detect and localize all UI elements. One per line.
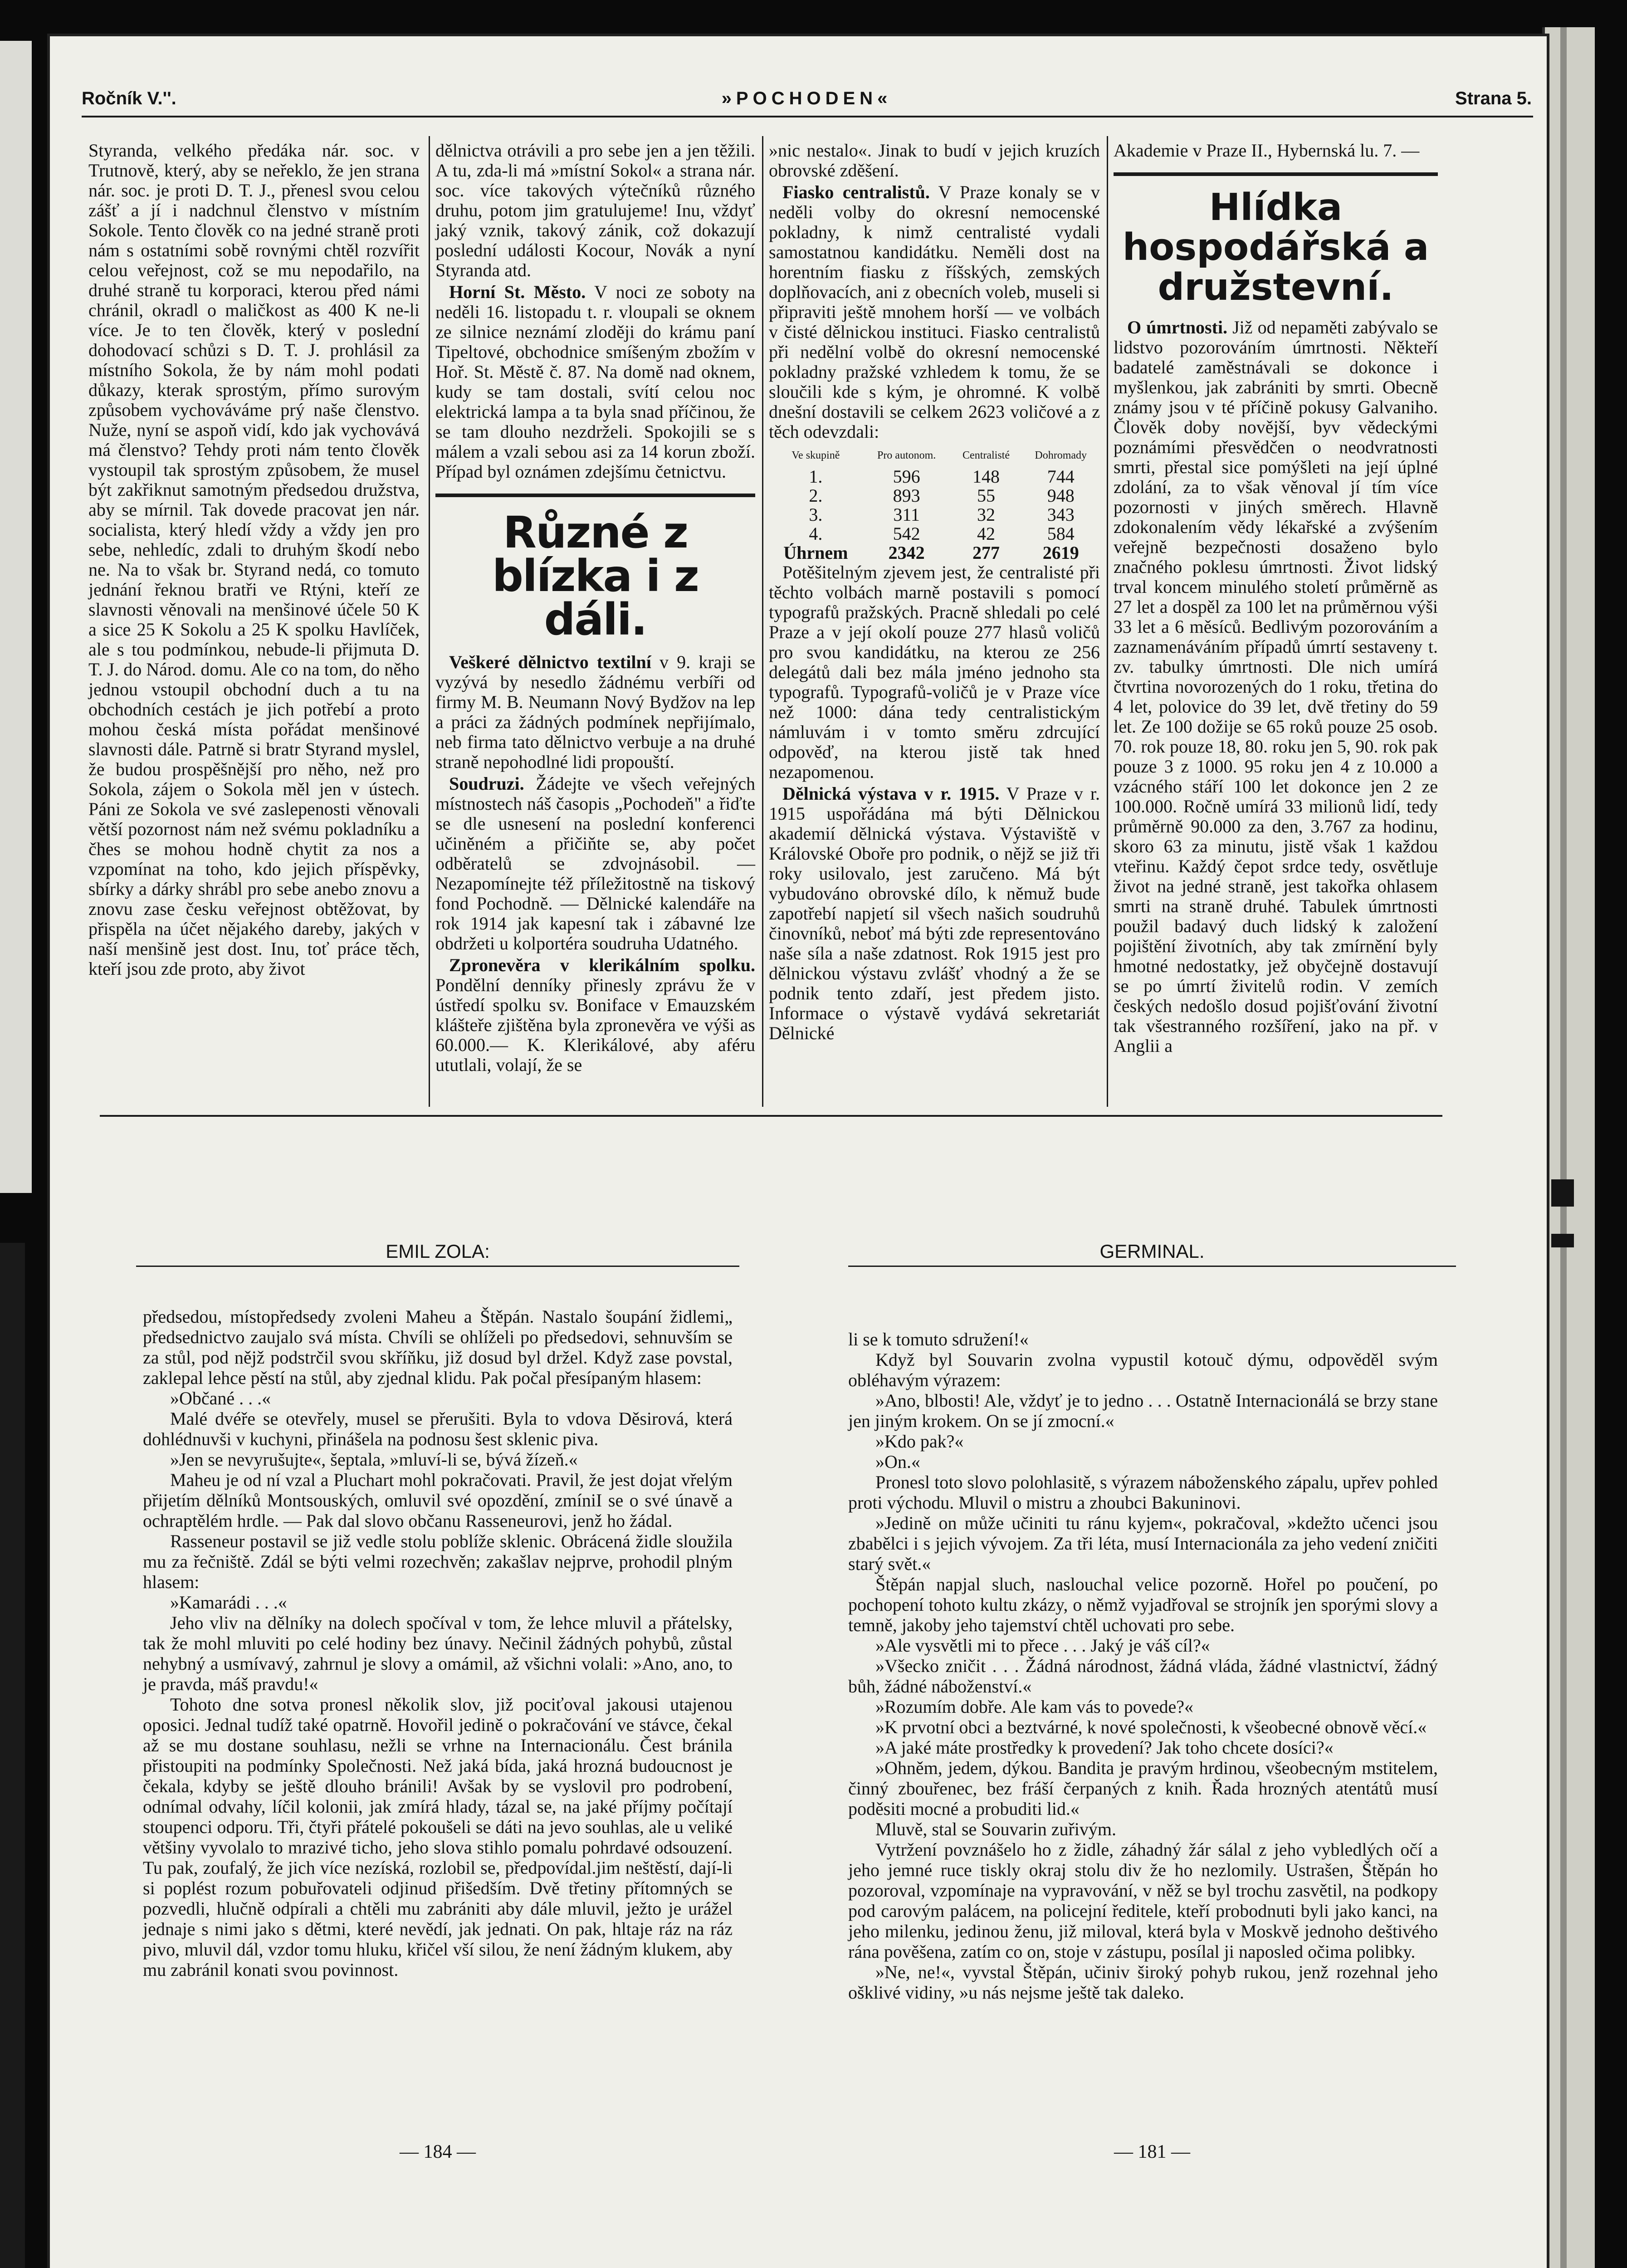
page-header bbox=[82, 84, 1532, 118]
table-cell: 343 bbox=[1047, 504, 1075, 525]
table-cell: 55 bbox=[977, 485, 996, 506]
news-item-body: Pondělní denníky přinesly zprávu že v ústředí spolku sv. Boniface v Emauzském klášteře zjištěna byla zpronevěra ve výši as 60.000.— K. Klerikálové, aby aféru ututlali, volají, že se bbox=[435, 975, 755, 1075]
column-2 bbox=[435, 141, 755, 1077]
news-item-body: V Praze v r. 1915 uspořádána má býti Dělnickou akademií dělnická výstava. Výstaviště v Královské Oboře pro podnik, o nějž se již tři roky usilovalo, jest zaručeno. Má být vybudováno obrovské dílo, k němuž bude zapotřebí napjetí sil všech našich soudruhů činovníků, neboť má býti zde representováno naše síla a naše zdatnost. Rok 1915 jest pro dělnickou výstavu zvlášť vhodný a že se podnik tento zdaří, jest předem jisto. Informace o výstavě vydává sekretariát Dělnické bbox=[769, 783, 1100, 1043]
news-item bbox=[435, 774, 755, 953]
article-text: Styranda, velkého předáka nár. soc. v Trutnově, který, aby se neřeklo, že jen strana nár. soc. je proti D. T. J., přenesl svou celou zášť a jí i nadchnul členstvo v místním Sokole. Tento člověk co na jedné straně proti nám s ostatními sobě rovnými chtěl rozvířit celou veřejnost, což se mu nepodařilo, na druhé straně tu korporaci, kterou před námi chránil, okradl o maličkost as 400 K ne-li více. Je to ten člověk, který v poslední dohodovací schůzi s D. T. J. prohlásil za místního Sokola, že by nám mohl podati důkazy, kterak sprostým, přímo surovým způsobem vychováváme prý naše členstvo. Nuže, nyní se aspoň vidí, kdo jak vychovává má členstvo? Tehdy proti nám tento člověk vystoupil tak sprostým způsobem, že musel být zakřiknut samotným předsedou družstva, aby se mírnil. Tak dovede pracovat jen nár. socialista, který hledí vždy a vždy jen pro sebe, nehledíc, zdali to druhým škodí nebo ne. Na to však br. Styrand nedá, co tomuto jednání řeknou bratři ve Rtýni, kteří ze slavnosti věnovali na menšinové účele 50 K a sice 25 K Sokolu a 25 K spolku Havlíček, ale s tou podmínkou, nebude-li přijmuta D. T. J. do Národ. domu. Ale co na tom, do něho jednou vstoupil obchodní duch a tu na obchodních cestách je jich potřebí a proto mohou česká místa pořádat menšinové slavnosti dále. Patrně si bratr Styrand myslel, že budou prospěšnější pro něho, než pro Sokola, zájem o Sokola měl jen v ústech. Páni ze Sokola ve své zaslepenosti věnovali větší pozornost nám než svému pokladníku a čhes se mohou hodně chytit za nos a vzpomínat na toho, kdo jejich příspěvky, sbírky a dárky shrábl pro sebe anebo znovu a znovu zase česku veřejnost obtěžovat, by přispěla na účet nějakého dareby, jakých v naší menšině jest dost. Inu, toť práce těch, kteří jsou zde proto, aby život bbox=[88, 140, 420, 979]
table-row bbox=[769, 505, 1100, 524]
novel-paragraph: li se k tomuto sdružení!« bbox=[848, 1329, 1029, 1349]
news-item bbox=[769, 182, 1100, 442]
novel-paragraph: Malé dvéře se otevřely, musel se přerušiti. Byla to vdova Děsirová, která dohlédnuvši v kuchyni, přinášela na podnosu šest sklenic piva. bbox=[143, 1408, 733, 1449]
section-rule bbox=[435, 494, 755, 497]
table-total-row bbox=[769, 543, 1100, 562]
news-item-heading: Veškeré dělnictvo textilní bbox=[449, 652, 651, 672]
novel-paragraph: »On.« bbox=[875, 1452, 920, 1472]
novel-paragraph: »Kamarádi . . .« bbox=[170, 1592, 287, 1613]
table-cell: 3. bbox=[809, 504, 823, 525]
table-row bbox=[769, 524, 1100, 543]
novel-paragraph: »Kdo pak?« bbox=[875, 1431, 964, 1452]
novel-paragraph: Jeho vliv na dělníky na dolech spočíval v tom, že lehce mluvil a přátelsky, tak že mohl mluviti po celé hodiny bez únavy. Nečinil žádných pohybů, zůstal nehybný a usmívavý, zahrnul je slovy a omámil, až všichni volali: »Ano, ano, to je pravda, máš pravdu!« bbox=[143, 1613, 733, 1694]
election-results-table bbox=[769, 444, 1100, 562]
novel-paragraph: »Ne, ne!«, vyvstal Štěpán, učiniv široký pohyb rukou, jenž rozehnal jeho ošklivé vidiny, »u nás nejsme ještě tak daleko. bbox=[848, 1962, 1438, 2003]
header-masthead: »POCHODEN« bbox=[721, 88, 892, 108]
article-text: »nic nestalo«. Jinak to budí v jejich kruzích obrovské zděšení. bbox=[769, 140, 1100, 181]
bottom-rule bbox=[100, 1115, 1442, 1117]
table-cell: 596 bbox=[893, 466, 920, 487]
novel-title: GERMINAL. bbox=[1099, 1241, 1205, 1262]
novel-paragraph: Maheu je od ní vzal a Pluchart mohl pokračovati. Pravil, že jest dojat vřelým přijetím dělníků Montsouských, omluvil své opozdění, zmíniI se o své únavě a ochraptělém hrdle. — Pak dal slovo občanu Rasseneurovi, jenž ho žádal. bbox=[143, 1470, 733, 1531]
left-neighbor-page-strip bbox=[0, 41, 32, 1193]
novel-rule-left bbox=[136, 1266, 739, 1267]
column-1 bbox=[88, 141, 420, 981]
book-edge-line bbox=[1560, 27, 1567, 2268]
header-page-number: Strana 5. bbox=[1455, 88, 1532, 108]
table-cell: 2. bbox=[809, 485, 823, 506]
news-item-heading: Zpronevěra v klerikálním spolku. bbox=[449, 955, 755, 975]
novel-right-page bbox=[848, 1329, 1438, 2003]
news-item-heading: Dělnická výstava v r. 1915. bbox=[782, 783, 1000, 804]
article-text: dělnictva otrávili a pro sebe jen a jen těžili. A tu, zda-li má »místní Sokol« a strana nár. soc. více takových výtečníků různého druhu, potom jim gratulujeme! Inu, vždyť jaký vznik, takový zánik, což dokazují poslední události Kocour, Novák a nyní Styranda atd. bbox=[435, 140, 755, 280]
news-item-body: Žádejte ve všech veřejných místnostech náš časopis „Pochodeň" a řiďte se dle usnesení na poslední konferenci učiněném a přičiňte se, aby počet odběratelů se zdvojnásobil. — Nezapomínejte též příležitostně na tiskový fond Pochodně. — Dělnické kalendáře na rok 1914 jak kapesní tak i zábavné lze obdržeti u kolportéra soudruha Udatného. bbox=[435, 773, 755, 953]
news-item-heading: Fiasko centralistů. bbox=[782, 182, 930, 202]
book-edge bbox=[1542, 27, 1595, 2268]
column-divider bbox=[429, 136, 430, 1107]
novel-paragraph: »Jedině on může učiniti tu ránu kyjem«, pokračoval, »kdežto učenci jsou zbabělci i s jejich vývojem. Za tři léta, musí Internacionála za jeho vedení zničiti starý svět.« bbox=[848, 1513, 1438, 1574]
table-cell: 42 bbox=[977, 523, 996, 544]
table-column-header: Pro autonom. bbox=[877, 450, 936, 461]
table-row bbox=[769, 467, 1100, 486]
table-cell: 1. bbox=[809, 466, 823, 487]
novel-paragraph: »Rozumím dobře. Ale kam vás to povede?« bbox=[875, 1696, 1193, 1717]
table-column-header: Dohromady bbox=[1035, 450, 1087, 461]
novel-paragraph: »Ohněm, jedem, dýkou. Bandita je pravým hrdinou, všeobecným mstitelem, činný zbouřenec, bez fráší čerpaných z knih. Řada hrozných atentátů musí poděsiti mocné a probuditi lid.« bbox=[848, 1758, 1438, 1819]
section-title: Hlídka hospodářská a družstevní. bbox=[1122, 186, 1429, 309]
novel-paragraph: Pronesl toto slovo polohlasitě, s výrazem náboženského zápalu, upřev pohled proti východu. Mluvil o mistru a zhoubci Bakuninovi. bbox=[848, 1472, 1438, 1513]
novel-paragraph: Vytržení povznášelo ho z židle, záhadný žár sálal z jeho vybledlých očí a jeho jemné ruce tiskly okraj stolu div že ho nezlomily. Ustrašen, Štěpán ho pozoroval, vzpomínaje na vypravování, v něž se byl trochu zasvětil, na podkopy pod carovým palácem, na policejní ředitele, kteří probodnuti byli jako kanci, na jeho milenku, jedinou ženu, již miloval, která byla v Moskvě jednoho deštivého rána pověšena, zatím co on, stoje v zástupu, posílal ji naposled očima polibky. bbox=[848, 1839, 1438, 1962]
news-item bbox=[1114, 318, 1438, 1056]
novel-paragraph: Když byl Souvarin zvolna vypustil kotouč dýmu, odpověděl svým obléhavým výrazem: bbox=[848, 1349, 1438, 1390]
novel-paragraph: »Ano, blbosti! Ale, vždyť je to jedno . . . Ostatně Internacionálá se brzy stane jen jiným krokem. On se jí zmocní.« bbox=[848, 1390, 1438, 1431]
table-cell: 311 bbox=[893, 504, 920, 525]
news-item bbox=[435, 282, 755, 482]
news-item-heading: O úmrtnosti. bbox=[1127, 317, 1228, 337]
section-title: Různé z blízka i z dáli. bbox=[492, 507, 699, 645]
news-item-body: V Praze konaly se v neděli volby do okresní nemocenské pokladny, k nimž centralisté vydali samostatnou kandidátku. Neměli dost na horentním fiasku z říšských, zemských doplňovacích, ani z obecních voleb, museli si připraviti ještě mnohem horší — ve volbách v čisté dělnickou instituci. Fiasko centralistů při nedělní volbě do okresní nemocenské pokladny pražské vzhledem k tomu, že se sloučili kde s kým, je ohromné. K volbě dnešní dostavili se celkem 2623 voličové a z těch odevzdali: bbox=[769, 182, 1100, 442]
novel-paragraph: »Všecko zničit . . . Žádná národnost, žádná vláda, žádné vlastnictví, žádný bůh, žádné náboženství.« bbox=[848, 1656, 1438, 1696]
header-volume: Ročník V.''. bbox=[82, 88, 176, 108]
news-item-body: v 9. kraji se vyzývá by nesedlo žádnému verbíři od firmy M. B. Neumann Nový Bydžov na lep a práci za žádných podmínek nepřijímalo, neb firma tato dělnictvo verbuje a na druhé straně nepohodlné lidi propouští. bbox=[435, 652, 756, 772]
table-cell: 542 bbox=[893, 523, 920, 544]
table-cell: 2342 bbox=[888, 543, 925, 563]
news-item bbox=[435, 955, 755, 1075]
section-rule bbox=[1114, 172, 1438, 176]
column-4 bbox=[1114, 141, 1438, 1058]
table-cell: 4. bbox=[809, 523, 823, 544]
page-edge-mark bbox=[1551, 1179, 1574, 1207]
novel-paragraph: Rasseneur postavil se již vedle stolu poblíže sklenic. Obrácená židle sloužila mu za řečniště. Zdál se býti velmi rozechvěn; zakašlav nejprve, prohodil plným hlasem: bbox=[143, 1531, 733, 1592]
novel-left-page bbox=[143, 1306, 733, 1980]
novel-paragraph: »Ale vysvětli mi to přece . . . Jaký je váš cíl?« bbox=[875, 1635, 1210, 1656]
novel-paragraph: »A jaké máte prostředky k provedení? Jak toho chcete dosíci?« bbox=[875, 1737, 1334, 1758]
novel-paragraph: Tohoto dne sotva pronesl několik slov, již pociťoval jakousi utajenou oposici. Jednal tudíž také opatrně. Hovořil jedině o pokračování ve stávce, čekal až se mu dostane souhlasu, nežli se vrhne na Internacionálu. Čest bránila přistoupiti na podmínky Společnosti. Než jaká bída, jaká hrozná budoucnost je čekala, kdyby se ještě dlouho bránili! Avšak by se vyslovil pro podrobení, odnímal odvahy, líčil kolonii, jak zmírá hlady, tázal se, na jaké příjmy počítají stoupenci odporu. Tři, čtyři přátelé pokoušeli se dáti na jevo souhlas, ale u veliké většiny vyvolalo to mrazivé ticho, jeho slova stihlo pomalu pohrdavé odsouzení. Tu pak, zoufalý, že jich více nezíská, rozlobil se, předpovídal.jim neštěstí, dají-li si poplést rozum pobuřovateli odjinud přišedším. Dvě třetiny přítomných se pozvedli, hlučně odpírali a chtěli mu zabrániti aby dále mluvil, ježto je urážel jednaje s nimi jako s dětmi, které nevědí, jak jednati. On pak, hltaje ráz na ráz pivo, mluvil dál, vzdor tomu hluku, křičel vší silou, že není žádným klukem, aby mu zabránil konati svou povinnost. bbox=[143, 1694, 733, 1980]
column-3 bbox=[769, 141, 1100, 1045]
table-cell: 948 bbox=[1047, 485, 1075, 506]
novel-paragraph: »Občané . . .« bbox=[170, 1388, 271, 1408]
news-item: Potěšitelným zjevem jest, že centralisté při těchto volbách marně postavili s pomocí typografů pražských. Pracně shledali po celé Praze a v její okolí pouze 277 hlasů voličů pro svou kandidátku, na kterou ze 256 delegátů dali bez mála jméno jednoho sta typografů. Typografů-voličů je v Praze více než 1000: dána tedy centralistickým námluvám i v tomto směru zdrcující odpověď, na kterou jistě tak hned nezapomenou. bbox=[769, 562, 1100, 782]
table-row bbox=[769, 486, 1100, 505]
news-item-body: Již od nepaměti zabývalo se lidstvo pozorováním úmrtnosti. Někteří badatelé zaměstnávali se dokonce i myšlenkou, jak zabrániti by smrti. Obecně známy jsou v té příčině pokusy Galvaniho. Člověk doby novější, byv vědeckými poznámími přesvědčen o neodvratnosti smrti, přestal sice pomýšleti na její úplné zdolání, za to však věnoval jí tím více pozornosti v jiných směrech. Hlavně zdokonalením vědy lékařské a zvýšením veřejně bezpečnosti dosaženo bylo značného poklesu úmrtnosti. Život lidský trval koncem minulého století průměrně as 27 let a dospěl za 100 let na průměrnou výši 33 let a 6 měsíců. Bedlivým pozorováním a zaznamenáváním případů úmrtí sestaveny t. zv. tabulky úmrtnosti. Dle nich umírá čtvrtina novorozených do 1 roku, třetina do 4 let, polovice do 39 let, dvě třetiny do 59 let. Ze 100 dožije se 65 roků pouze 25 osob. 70. rok pouze 18, 80. roku jen 5, 90. rok pak pouze 3 z 1000. 95 roku jen 4 z 10.000 a vzácného stáří 100 let dokonce jen 2 ze 100.000. Ročně umírá 33 milionů lidí, tedy průměrně 90.000 za den, 3.767 za hodinu, skoro 63 za minutu, jistě však 1 každou vteřinu. Každý čepot srdce tedy, osvětluje život na jedné straně, jest takořka ohlasem smrti na straně druhé. Tabulek úmrtnosti použil badavý duch lidský k založení pojištění životních, aby tak zmírnění byly hmotné nedostatky, jež obyčejně dostavují se po úmrtí živitelů rodin. V zemích českých nedošlo dosud pojišťování životní tak všestranného rozšíření, jako na př. v Anglii a bbox=[1114, 317, 1438, 1056]
novel-rule-right bbox=[848, 1266, 1456, 1267]
table-column-header: Centralisté bbox=[963, 450, 1010, 461]
news-item-body: V noci ze soboty na neděli 16. listopadu t. r. vloupali se oknem ze silnice neznámí zloději do krámu paní Tipeltové, obchodnice smíšeným zbožím v Hoř. St. Městě č. 87. Na domě nad oknem, kudy se tam dostali, svítí celou noc elektrická lampa a ta byla snad příčinou, že se tam dlouho nezdrželi. Spokojili se s málem a vzali sebou asi za 14 korun zboží. Případ byl oznámen zdejšímu četnictvu. bbox=[435, 282, 755, 482]
table-cell: 584 bbox=[1047, 523, 1075, 544]
novel-page-number-left: — 184 — bbox=[400, 2141, 476, 2162]
novel-author: EMIL ZOLA: bbox=[386, 1241, 490, 1262]
news-item bbox=[769, 784, 1100, 1043]
left-margin-dark bbox=[0, 1243, 25, 2268]
table-cell: Úhrnem bbox=[783, 543, 848, 563]
table-cell: 744 bbox=[1047, 466, 1075, 487]
column-divider bbox=[1107, 136, 1108, 1107]
article-text: Akademie v Praze II., Hybernská lu. 7. — bbox=[1114, 140, 1420, 161]
column-divider bbox=[762, 136, 763, 1107]
header-rule bbox=[82, 116, 1533, 117]
table-header-row bbox=[769, 444, 1100, 467]
novel-paragraph: předsedou, místopředsedy zvoleni Maheu a Štěpán. Nastalo šoupání židlemi„ předsednictvo zaujalo svá místa. Chvíli se ohlíželi po předsedovi, sehnuvším se za stůl, pod nějž podstrčil svou skříňku, již dosud byl držel. Když zase povstal, zaklepal lehce pěstí na stůl, aby zjednal klidu. Pak počal přesípaným hlasem: bbox=[143, 1306, 733, 1388]
table-cell: 148 bbox=[972, 466, 1000, 487]
novel-page-number-right: — 181 — bbox=[1114, 2141, 1190, 2162]
table-cell: 893 bbox=[893, 485, 920, 506]
table-column-header: Ve skupině bbox=[792, 450, 840, 461]
novel-paragraph: »Jen se nevyrušujte«, šeptala, »mluví-li se, bývá žízeň.« bbox=[170, 1449, 578, 1470]
table-cell: 32 bbox=[977, 504, 996, 525]
novel-paragraph: Štěpán napjal sluch, naslouchal velice pozorně. Hořel po poučení, po pochopení tohoto kultu zkázy, o němž vyjadřoval se strojník jen sporými slovy a temně, jakoby jeho tajemství chtěl uchovati pro sebe. bbox=[848, 1574, 1438, 1635]
news-item-heading: Soudruzi. bbox=[449, 773, 524, 794]
novel-paragraph: »K prvotní obci a beztvárné, k nové společnosti, k všeobecné obnově věcí.« bbox=[875, 1717, 1427, 1737]
page-edge-mark bbox=[1551, 1234, 1574, 1247]
news-item-heading: Horní St. Město. bbox=[449, 282, 586, 302]
novel-paragraph: Mluvě, stal se Souvarin zuřivým. bbox=[875, 1819, 1117, 1839]
table-cell: 2619 bbox=[1042, 543, 1079, 563]
table-cell: 277 bbox=[972, 543, 1000, 563]
news-item bbox=[435, 652, 755, 772]
